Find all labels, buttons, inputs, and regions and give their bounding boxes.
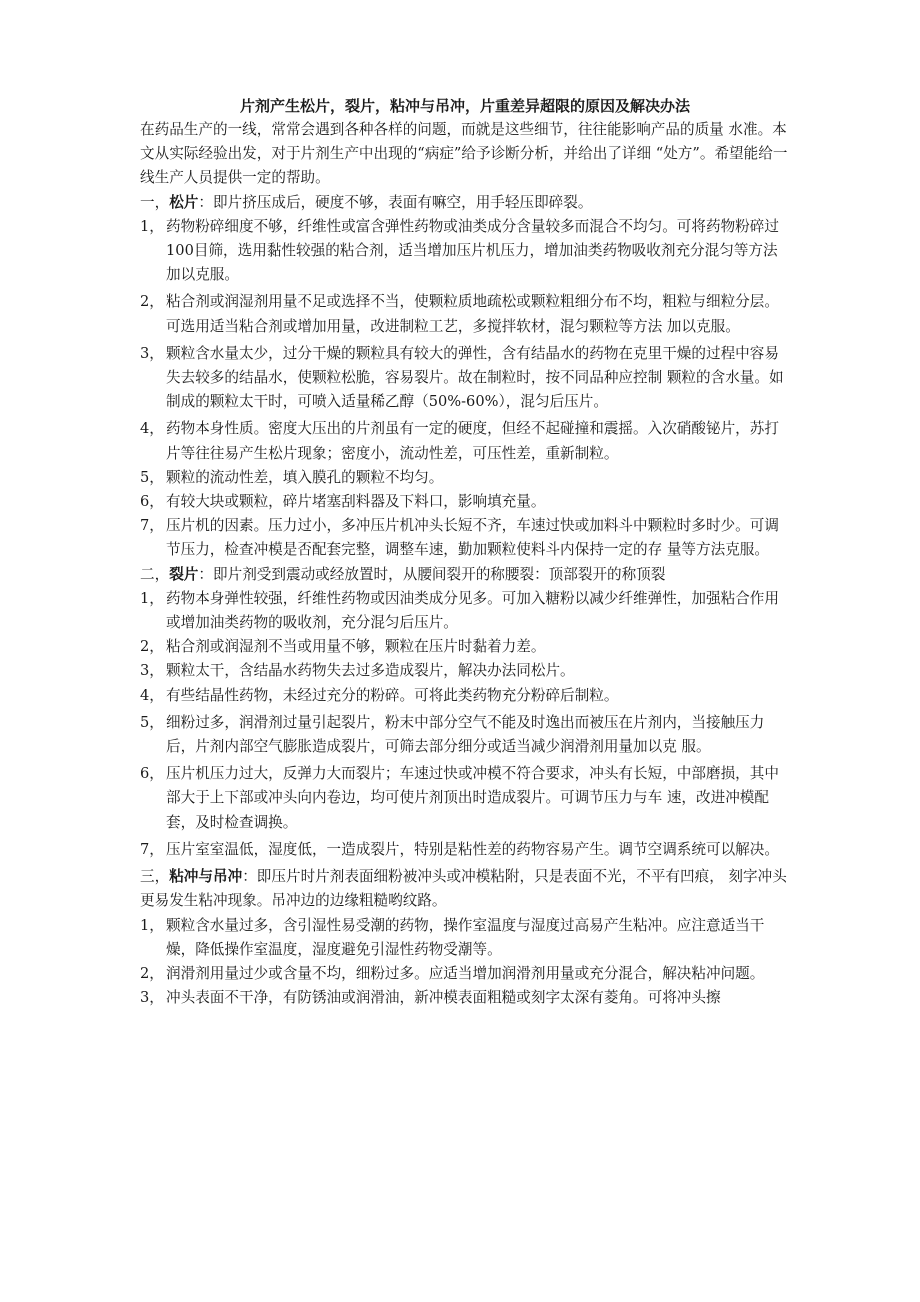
item-text: 颗粒的流动性差，填入膜孔的颗粒不均匀。 xyxy=(166,468,444,486)
item-text: 药物本身性质。密度大压出的片剂虽有一定的硬度，但经不起碰撞和震摇。入次硝酸铋片，苏打片等往往易产生松片现象；密度小，流动性差，可压性差，重新制粒。 xyxy=(166,420,779,462)
list-item xyxy=(140,466,792,490)
section-prefix: 三， xyxy=(140,868,170,886)
section-keyword: 裂片 xyxy=(169,565,199,583)
section-loose-tablet xyxy=(140,191,792,563)
list-item xyxy=(140,215,792,288)
list-item xyxy=(140,659,792,683)
list-item xyxy=(140,914,792,962)
item-number: 6， xyxy=(140,765,164,783)
item-number: 3， xyxy=(140,344,164,362)
list-item xyxy=(140,684,792,708)
item-text: 有较大块或颗粒，碎片堵塞刮料器及下料口，影响填充量。 xyxy=(166,493,546,511)
item-number: 1， xyxy=(140,916,164,934)
item-text: 药物粉碎细度不够，纤维性或富含弹性药物或油类成分含量较多而混合不均匀。可将药物粉碎过100目筛，选用黏性较强的粘合剂，适当增加压片机压力，增加油类药物吸收剂充分混匀等方法加以克服。 xyxy=(166,217,779,284)
section-heading xyxy=(140,191,792,215)
list-item xyxy=(140,417,792,465)
list-item xyxy=(140,290,792,338)
item-text: 润滑剂用量过少或含量不均，细粉过多。应适当增加润滑剂用量或充分混合，解决粘冲问题。 xyxy=(166,964,765,982)
section-desc: ：即压片时片剂表面细粉被冲头或冲模粘附，只是表面不光，不平有凹痕， 刻字冲头更易发生粘冲现象。吊冲边的边缘粗糙哟纹路。 xyxy=(140,868,787,910)
section-keyword: 松片 xyxy=(169,193,199,211)
section-heading xyxy=(140,865,792,913)
list-item xyxy=(140,711,792,759)
item-number: 1， xyxy=(140,589,164,607)
list-item xyxy=(140,490,792,514)
item-number: 5， xyxy=(140,468,164,486)
item-text: 冲头表面不干净，有防锈油或润滑油，新冲模表面粗糙或刻字太深有菱角。可将冲头擦 xyxy=(166,989,721,1007)
item-text: 压片室室温低，湿度低，一造成裂片，特别是粘性差的药物容易产生。调节空调系统可以解决。 xyxy=(166,840,779,858)
list-item xyxy=(140,342,792,415)
section-prefix: 二， xyxy=(140,565,170,583)
item-number: 2， xyxy=(140,293,164,311)
list-item xyxy=(140,514,792,562)
document-title: 片剂产生松片，裂片，粘冲与吊冲，片重差异超限的原因及解决办法 xyxy=(239,97,690,115)
item-number: 2， xyxy=(140,964,164,982)
list-item xyxy=(140,635,792,659)
item-text: 粘合剂或润湿剂不当或用量不够，颗粒在压片时黏着力差。 xyxy=(166,638,546,656)
item-number: 6， xyxy=(140,493,164,511)
intro-paragraph: 在药品生产的一线，常常会遇到各种各样的问题，而就是这些细节，往往能影响产品的质量 水准。本文从实际经验出发，对于片剂生产中出现的“病症”给予诊断分析，并给出了详细 “处方”。希望能给一线生产人员提供一定的帮助。 xyxy=(140,121,788,187)
item-number: 3， xyxy=(140,989,164,1007)
section-desc: ：即片挤压成后，硬度不够，表面有嘛空，用手轻压即碎裂。 xyxy=(198,193,593,211)
section-desc: ：即片剂受到震动或经放置时，从腰间裂开的称腰裂：顶部裂开的称顶裂 xyxy=(198,565,666,583)
item-text: 药物本身弹性较强，纤维性药物或因油类成分见多。可加入糖粉以减少纤维弹性，加强粘合作用或增加油类药物的吸收剂，充分混匀后压片。 xyxy=(166,589,779,632)
item-text: 有些结晶性药物，未经过充分的粉碎。可将此类药物充分粉碎后制粒。 xyxy=(166,686,619,704)
section-keyword: 粘冲与吊冲 xyxy=(169,868,243,886)
list-item xyxy=(140,962,792,986)
item-number: 3， xyxy=(140,662,164,680)
item-text: 压片机压力过大，反弹力大而裂片；车速过快或冲模不符合要求，冲头有长短，中部磨损，其中部大于上下部或冲头向内卷边，均可使片剂顶出时造成裂片。可调节压力与车 速，改进冲模配套，及时检查调换。 xyxy=(166,765,779,831)
section-heading xyxy=(140,563,792,587)
item-number: 4， xyxy=(140,686,164,704)
item-number: 7， xyxy=(140,517,164,535)
item-text: 颗粒含水量太少，过分干燥的颗粒具有较大的弹性，含有结晶水的药物在克里干燥的过程中容易失去较多的结晶水，使颗粒松脆，容易裂片。故在制粒时，按不同品种应控制 颗粒的含水量。如制成的颗粒太干时，可喷入适量稀乙醇（50%-60%），混匀后压片。 xyxy=(166,344,784,411)
item-number: 1， xyxy=(140,217,164,235)
item-text: 颗粒太干，含结晶水药物失去过多造成裂片，解决办法同松片。 xyxy=(166,662,575,680)
list-item xyxy=(140,986,792,1010)
item-number: 7， xyxy=(140,840,164,858)
document-body xyxy=(140,118,792,1010)
section-prefix: 一， xyxy=(140,193,170,211)
item-number: 5， xyxy=(140,713,164,731)
list-item xyxy=(140,838,792,862)
item-text: 颗粒含水量过多，含引湿性易受潮的药物，操作室温度与湿度过高易产生粘冲。应注意适当干燥，降低操作室温度，湿度避免引湿性药物受潮等。 xyxy=(166,916,765,958)
item-text: 压片机的因素。压力过小，多冲压片机冲头长短不齐，车速过快或加料斗中颗粒时多时少。可调节压力，检查冲模是否配套完整，调整车速，勤加颗粒使料斗内保持一定的存 量等方法克服。 xyxy=(166,517,779,559)
item-text: 粘合剂或润湿剂用量不足或选择不当，使颗粒质地疏松或颗粒粗细分布不均，粗粒与细粒分层。可选用适当粘合剂或增加用量，改进制粒工艺，多搅拌软材，混匀颗粒等方法 加以克服。 xyxy=(166,293,779,335)
section-sticking-picking xyxy=(140,865,792,1010)
section-cracked-tablet xyxy=(140,563,792,862)
item-text: 细粉过多，润滑剂过量引起裂片，粉末中部分空气不能及时逸出而被压在片剂内，当接触压力后，片剂内部空气膨胀造成裂片，可筛去部分细分或适当减少润滑剂用量加以克 服。 xyxy=(166,713,765,756)
list-item xyxy=(140,762,792,835)
list-item xyxy=(140,587,792,635)
item-number: 2， xyxy=(140,638,164,656)
item-number: 4， xyxy=(140,420,164,438)
